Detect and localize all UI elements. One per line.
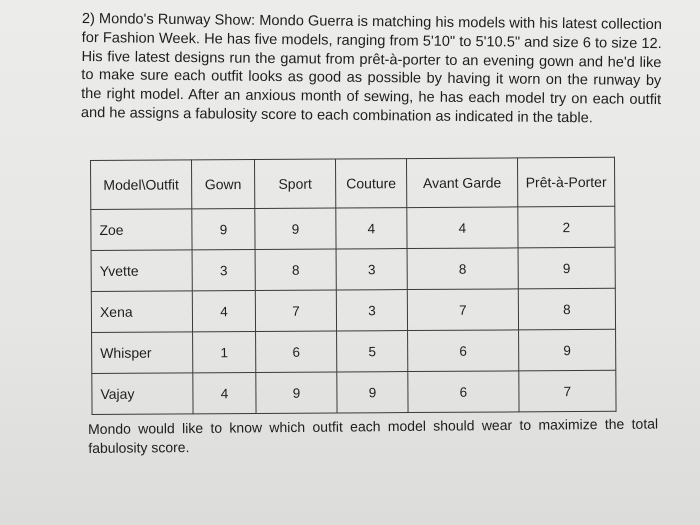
table-header-row	[91, 157, 615, 209]
header-pret-a-porter: Prêt-à-Porter	[517, 157, 614, 207]
score-cell: 2	[518, 206, 615, 248]
table-row	[91, 206, 615, 250]
score-cell: 7	[519, 370, 616, 412]
table-row	[92, 329, 616, 373]
score-cell: 9	[192, 208, 255, 249]
score-cell: 6	[408, 330, 519, 372]
score-cell: 8	[255, 249, 336, 290]
header-couture: Couture	[335, 159, 406, 208]
score-cell: 1	[193, 331, 256, 372]
header-sport: Sport	[254, 159, 335, 208]
score-cell: 9	[255, 208, 336, 249]
model-name: Xena	[91, 291, 192, 333]
score-cell: 4	[336, 208, 407, 249]
table-row	[92, 370, 616, 414]
header-model-outfit: Model\Outfit	[91, 160, 192, 210]
fabulosity-table	[90, 157, 617, 415]
score-cell: 6	[256, 331, 337, 372]
score-cell: 9	[256, 372, 337, 413]
model-name: Yvette	[91, 250, 192, 292]
model-name: Vajay	[92, 373, 193, 415]
score-cell: 3	[336, 249, 407, 290]
score-cell: 9	[518, 247, 615, 289]
problem-statement: 2) Mondo's Runway Show: Mondo Guerra is matching his models with his latest collection for Fashion Week. He has five models, ranging from 5'10" to 5'10.5" and size 6 to size 12. His five latest designs run the gamut from prêt-à-porter to an evening gown and he'd like to make sure each outfit looks as good as possible by having it worn on the runway by the right model. After an anxious month of sewing, he has each model try on each outfit and he assigns a fabulosity score to each combination as indicated in the table.	[80, 10, 662, 127]
score-cell: 4	[407, 207, 518, 249]
score-cell: 3	[336, 290, 407, 331]
header-avant-garde: Avant Garde	[406, 158, 517, 208]
score-cell: 8	[407, 248, 518, 290]
fabulosity-table-container	[90, 157, 617, 415]
score-cell: 4	[192, 290, 255, 331]
score-cell: 9	[337, 372, 408, 413]
table-row	[91, 288, 615, 332]
score-cell: 3	[192, 249, 255, 290]
score-cell: 9	[519, 329, 616, 371]
model-name: Zoe	[91, 209, 192, 251]
model-name: Whisper	[92, 332, 193, 374]
table-row	[91, 247, 615, 291]
score-cell: 6	[408, 371, 519, 413]
score-cell: 5	[337, 331, 408, 372]
header-gown: Gown	[192, 159, 255, 208]
score-cell: 7	[255, 290, 336, 331]
closing-statement: Mondo would like to know which outfit each model should wear to maximize the total fabulosity score.	[88, 415, 659, 456]
score-cell: 8	[518, 288, 615, 330]
score-cell: 4	[193, 372, 256, 413]
score-cell: 7	[407, 289, 518, 331]
